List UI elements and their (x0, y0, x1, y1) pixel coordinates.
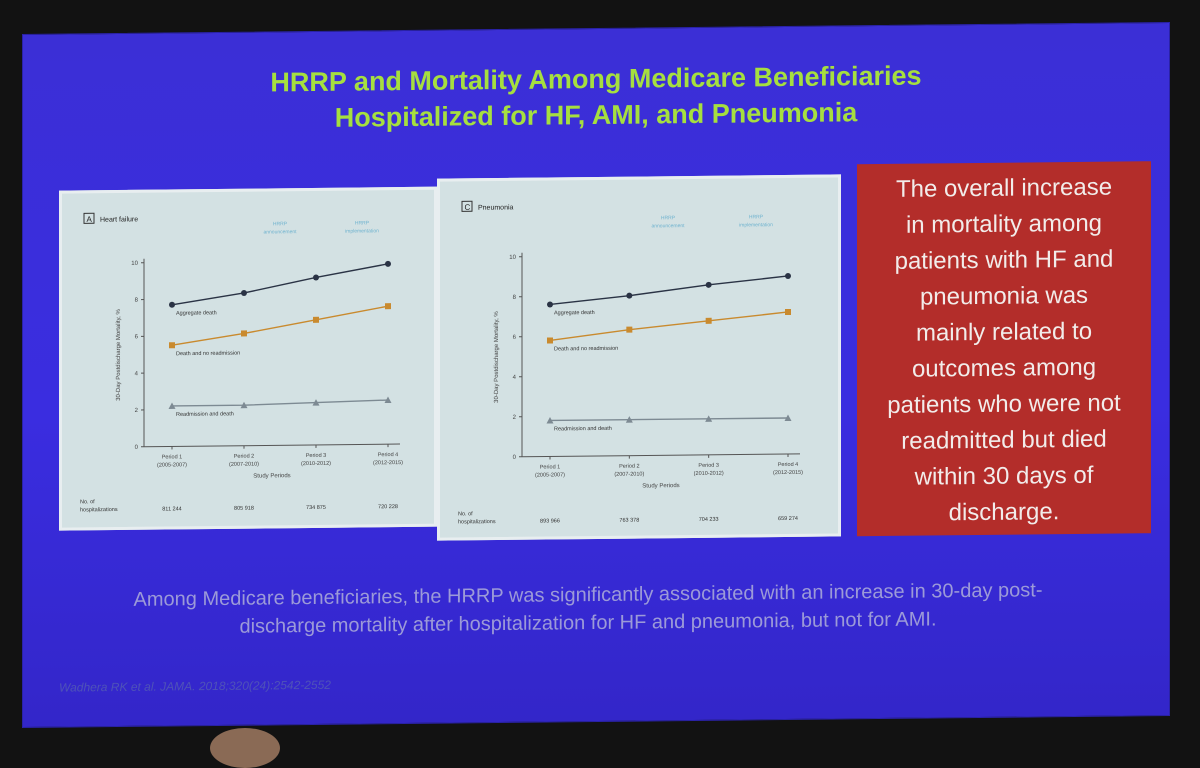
hospitalizations-value: 763 378 (619, 518, 639, 524)
callout-line: within 30 days of (857, 457, 1151, 496)
annotation-label: announcement (651, 223, 685, 229)
heart-failure-chart (62, 190, 434, 528)
summary-text (53, 575, 1123, 642)
x-tick-label: Period 3 (306, 453, 326, 459)
annotation-label: implementation (739, 222, 773, 228)
callout-line: mainly related to (857, 313, 1151, 352)
data-point (626, 327, 632, 333)
x-tick-label: Period 2 (619, 464, 639, 470)
hospitalizations-value: 805 918 (234, 506, 254, 512)
data-point (169, 342, 175, 348)
series-label: Death and no readmission (554, 346, 618, 353)
x-tick-label: (2010-2012) (301, 461, 331, 467)
x-axis-label: Study Periods (642, 483, 679, 489)
annotation-label: HRRP (355, 220, 370, 226)
data-point (626, 293, 632, 299)
hospitalizations-label: hospitalizations (458, 519, 496, 525)
callout-line: in mortality among (857, 205, 1151, 244)
series-line (172, 264, 388, 305)
hospitalizations-value: 659 274 (778, 516, 798, 522)
data-point (785, 273, 791, 279)
x-tick-label: (2007-2010) (614, 471, 644, 477)
data-point (169, 302, 175, 308)
data-point (313, 317, 319, 323)
series-label: Readmission and death (554, 426, 612, 433)
x-axis-line (144, 444, 400, 447)
hospitalizations-value: 704 233 (699, 517, 719, 523)
key-finding-callout (857, 161, 1151, 536)
data-point (706, 318, 712, 324)
y-axis-label: 30-Day Postdischarge Mortality, % (116, 309, 122, 401)
x-tick-label: (2005-2007) (535, 472, 565, 478)
data-point (385, 261, 391, 267)
x-tick-label: (2012-2015) (373, 460, 403, 466)
annotation-label: implementation (345, 228, 379, 234)
chart-title: Pneumonia (478, 204, 514, 211)
summary-line-2: discharge mortality after hospitalization for HF and pneumonia, but not for AMI. (53, 603, 1123, 642)
data-point (241, 290, 247, 296)
x-tick-label: Period 1 (540, 464, 560, 470)
chart-title: Heart failure (100, 216, 138, 223)
series-line (172, 400, 388, 406)
x-tick-label: Period 1 (162, 454, 182, 460)
y-tick-label: 0 (135, 445, 139, 451)
chart-panel-pneumonia (437, 174, 841, 540)
hospitalizations-label: No. of (80, 499, 95, 505)
x-tick-label: Period 4 (778, 462, 798, 468)
data-point (706, 282, 712, 288)
x-tick-label: (2010-2012) (694, 471, 724, 477)
annotation-label: HRRP (661, 215, 676, 221)
x-tick-label: (2005-2007) (157, 462, 187, 468)
callout-line: patients with HF and (857, 241, 1151, 280)
y-tick-label: 2 (135, 408, 139, 414)
callout-line: patients who were not (857, 385, 1151, 424)
callout-line: discharge. (857, 493, 1151, 532)
x-tick-label: (2007-2010) (229, 462, 259, 468)
slide-title-line-1: HRRP and Mortality Among Medicare Beneficiaries (23, 55, 1169, 103)
x-tick-label: (2012-2015) (773, 470, 803, 476)
data-point (385, 303, 391, 309)
annotation-label: HRRP (273, 221, 288, 227)
series-label: Aggregate death (554, 310, 595, 316)
panel-label: C (465, 203, 471, 212)
hospitalizations-label: No. of (458, 511, 473, 517)
x-tick-label: Period 2 (234, 454, 254, 460)
y-tick-label: 10 (131, 261, 138, 267)
panel-label: A (87, 215, 93, 224)
data-point (313, 274, 319, 280)
x-axis-label: Study Periods (253, 473, 290, 479)
series-label: Readmission and death (176, 411, 234, 418)
x-tick-label: Period 4 (378, 452, 398, 458)
pneumonia-chart (440, 177, 838, 537)
x-tick-label: Period 3 (698, 463, 718, 469)
hospitalizations-label: hospitalizations (80, 507, 118, 513)
y-tick-label: 4 (135, 371, 139, 377)
data-point (241, 330, 247, 336)
callout-line: pneumonia was (857, 277, 1151, 316)
callout-line: readmitted but died (857, 421, 1151, 460)
hospitalizations-value: 893 966 (540, 518, 560, 524)
series-label: Death and no readmission (176, 351, 240, 358)
data-point (547, 301, 553, 307)
y-tick-label: 8 (513, 295, 517, 301)
x-axis-line (522, 454, 800, 457)
callout-line: The overall increase (857, 169, 1151, 208)
y-tick-label: 10 (509, 255, 516, 261)
hospitalizations-value: 720 228 (378, 504, 398, 510)
citation: Wadhera RK et al. JAMA. 2018;320(24):2542-2552 (59, 678, 331, 695)
chart-panel-heart-failure (59, 187, 437, 531)
series-label: Aggregate death (176, 310, 217, 316)
y-tick-label: 6 (135, 334, 139, 340)
series-line (550, 312, 788, 340)
series-line (550, 418, 788, 420)
y-tick-label: 6 (513, 335, 517, 341)
data-point (785, 309, 791, 315)
audience-head (210, 728, 280, 768)
summary-line-1: Among Medicare beneficiaries, the HRRP was significantly associated with an increase in 30-day post- (53, 575, 1123, 614)
y-tick-label: 8 (135, 298, 139, 304)
series-line (550, 276, 788, 304)
data-point (547, 337, 553, 343)
annotation-label: HRRP (749, 214, 764, 220)
y-tick-label: 4 (513, 375, 517, 381)
slide-title-line-2: Hospitalized for HF, AMI, and Pneumonia (23, 91, 1169, 139)
y-tick-label: 2 (513, 415, 517, 421)
callout-line: outcomes among (857, 349, 1151, 388)
hospitalizations-value: 811 244 (162, 506, 181, 512)
presentation-slide (22, 22, 1170, 728)
y-axis-label: 30-Day Postdischarge Mortality, % (494, 311, 500, 403)
y-tick-label: 0 (513, 455, 517, 461)
annotation-label: announcement (263, 229, 297, 235)
hospitalizations-value: 734 875 (306, 505, 326, 511)
